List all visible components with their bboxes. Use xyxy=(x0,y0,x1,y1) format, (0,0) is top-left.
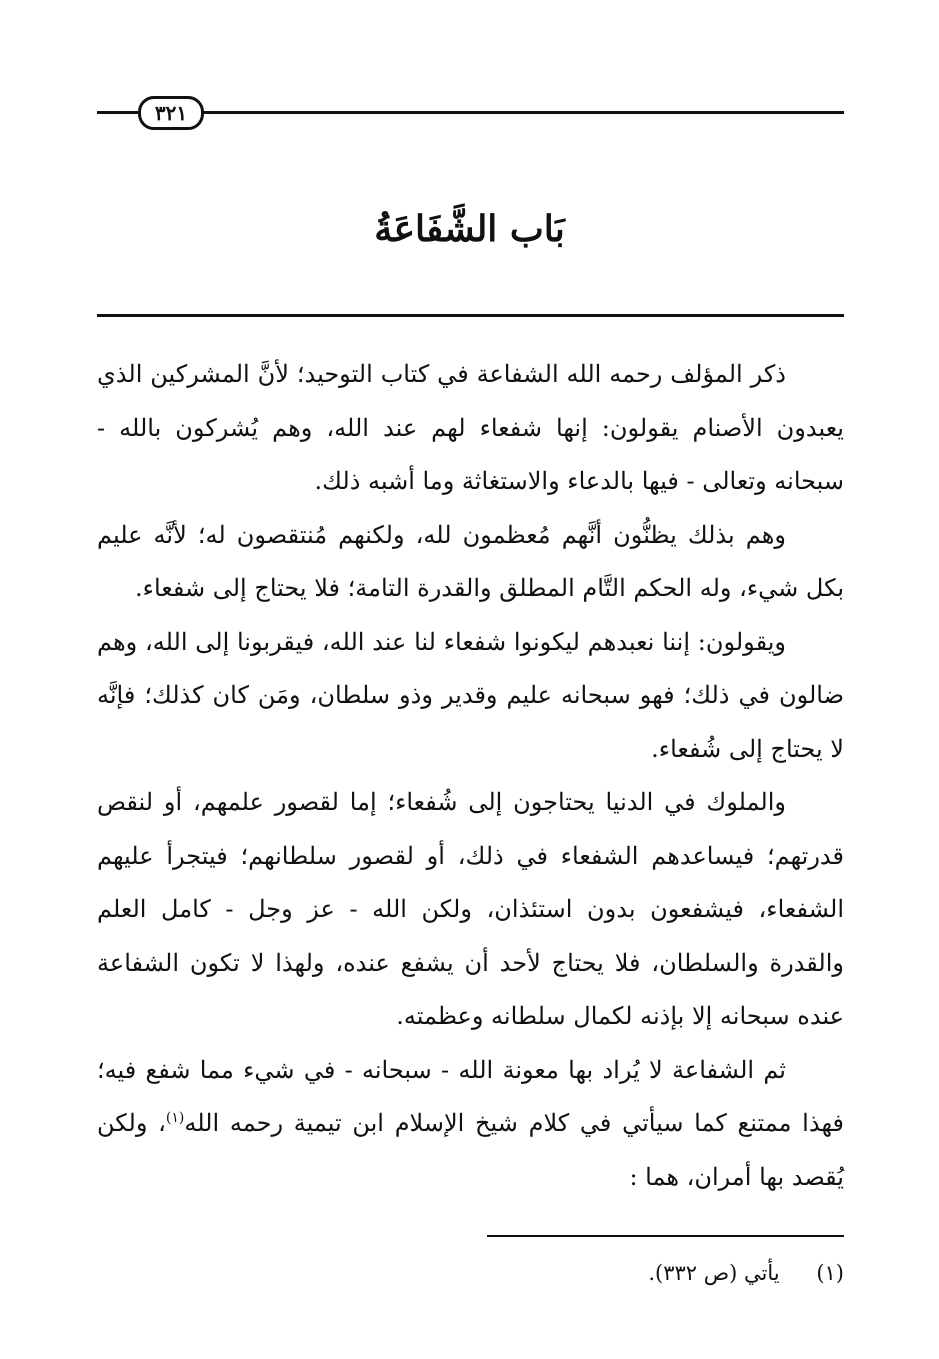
paragraph: ذكر المؤلف رحمه الله الشفاعة في كتاب التوحيد؛ لأنَّ المشركين الذي يعبدون الأصنام يقولون: إنها شفعاء لهم عند الله، وهم يُشركون بالله - سبحانه وتعالى - فيها بالدعاء والاستغاثة وما أشبه ذلك. xyxy=(97,360,844,495)
paragraph-text-tail: ، ولكن يُقصد بها أمران، هما : xyxy=(97,1109,844,1191)
paragraph: والملوك في الدنيا يحتاجون إلى شُفعاء؛ إما لقصور علمهم، أو لنقص قدرتهم؛ فيساعدهم الشفعاء في ذلك، أو لقصور سلطانهم؛ فيتجرأ عليهم الشفعاء، فيشفعون بدون استئذان، ولكن الله - عز وجل - كامل العلم والقدرة والسلطان، فلا يحتاج لأحد أن يشفع عنده، ولهذا لا تكون الشفاعة عنده سبحانه إلا بإذنه لكمال سلطانه وعظمته. xyxy=(97,788,844,1030)
footnote xyxy=(97,1258,844,1288)
footnote-text: يأتي (ص ٣٣٢). xyxy=(648,1261,780,1285)
header-rule xyxy=(97,111,844,114)
footnote-number: (١) xyxy=(816,1261,844,1285)
title-divider xyxy=(97,314,844,317)
footnote-reference[interactable]: (١) xyxy=(165,1110,185,1126)
paragraph xyxy=(97,1044,844,1205)
footnote-divider xyxy=(487,1235,844,1237)
paragraph: ويقولون: إننا نعبدهم ليكونوا شفعاء لنا عند الله، فيقربونا إلى الله، وهم ضالون في ذلك؛ فهو سبحانه عليم وقدير وذو سلطان، ومَن كان كذلك؛ فإنَّه لا يحتاج إلى شُفعاء. xyxy=(97,627,844,763)
page-number: ٣٢١ xyxy=(138,96,204,130)
body-text xyxy=(97,348,844,1204)
chapter-title: بَاب الشَّفَاعَةُ xyxy=(374,208,565,250)
paragraph: وهم بذلك يظنُّون أنَّهم مُعظمون لله، ولكنهم مُنتقصون له؛ لأنَّه عليم بكل شيء، وله الحكم التَّام المطلق والقدرة التامة؛ فلا يحتاج إلى شفعاء. xyxy=(97,520,844,602)
paragraph-text: ثم الشفاعة لا يُراد بها معونة الله - سبحانه - في شيء مما شفع فيه؛ فهذا ممتنع كما سيأتي في كلام شيخ الإسلام ابن تيمية رحمه الله xyxy=(97,1055,844,1137)
